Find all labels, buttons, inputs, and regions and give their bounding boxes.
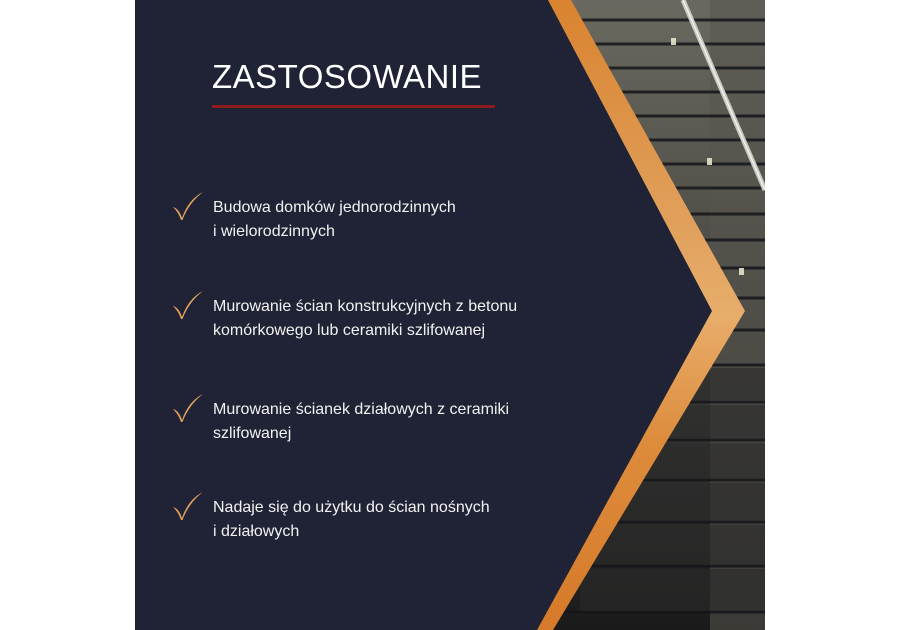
feature-text bbox=[213, 196, 456, 244]
feature-line-2: szlifowanej bbox=[213, 425, 292, 442]
feature-line-1: Budowa domków jednorodzinnych bbox=[213, 199, 456, 216]
check-icon bbox=[170, 289, 206, 321]
feature-line-2: i wielorodzinnych bbox=[213, 223, 335, 240]
feature-item bbox=[170, 496, 610, 544]
feature-line-2: i działowych bbox=[213, 523, 300, 540]
check-icon bbox=[170, 392, 206, 424]
feature-line-1: Murowanie ścianek działowych z ceramiki bbox=[213, 401, 510, 418]
feature-text bbox=[213, 496, 490, 544]
feature-line-1: Murowanie ścian konstrukcyjnych z betonu bbox=[213, 298, 518, 315]
check-icon bbox=[170, 190, 206, 222]
feature-line-1: Nadaje się do użytku do ścian nośnych bbox=[213, 499, 490, 516]
title-underline bbox=[212, 105, 495, 108]
info-card bbox=[135, 0, 765, 630]
feature-item bbox=[170, 295, 610, 343]
feature-line-2: komórkowego lub ceramiki szlifowanej bbox=[213, 322, 486, 339]
feature-text bbox=[213, 398, 509, 446]
feature-item bbox=[170, 196, 610, 244]
page-title: ZASTOSOWANIE bbox=[212, 58, 483, 95]
feature-item bbox=[170, 398, 610, 446]
check-icon bbox=[170, 490, 206, 522]
feature-text bbox=[213, 295, 517, 343]
